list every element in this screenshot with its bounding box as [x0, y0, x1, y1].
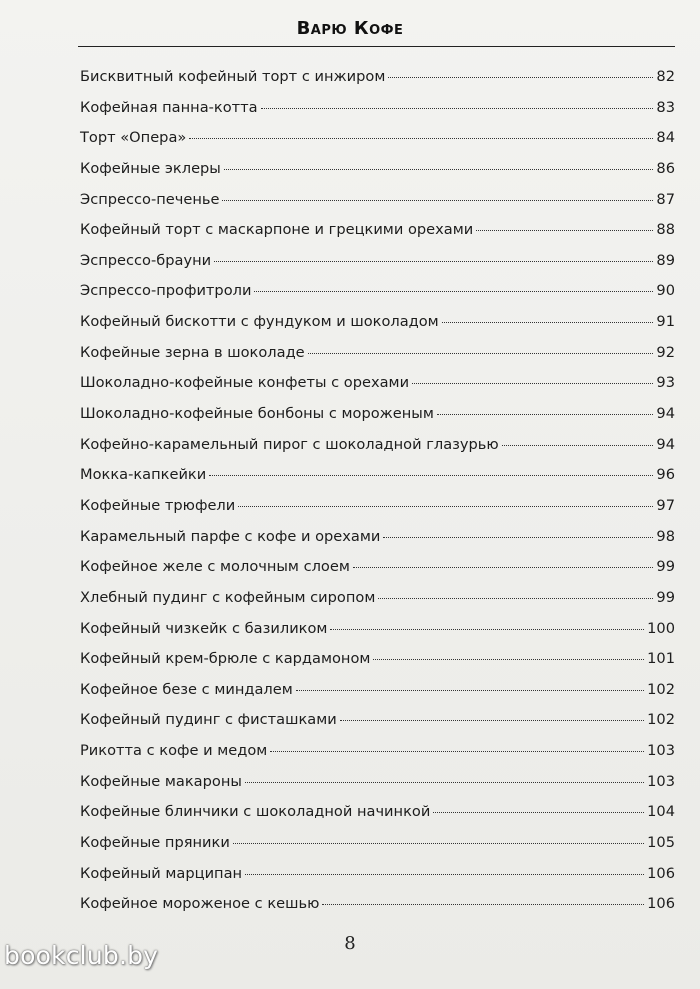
toc-entry	[80, 399, 675, 430]
toc-entry-title: Кофейная панна-котта	[80, 98, 258, 116]
toc-entry-title: Хлебный пудинг с кофейным сиропом	[80, 588, 376, 606]
dot-leader	[214, 260, 653, 262]
dot-leader	[209, 474, 653, 476]
toc-entry-title: Кофейные пряники	[80, 834, 230, 852]
toc-entry-page: 90	[656, 282, 675, 300]
dot-leader	[476, 229, 653, 231]
toc-entry-title: Шоколадно-кофейные бонбоны с мороженым	[80, 405, 434, 423]
toc-entry-title: Торт «Опера»	[80, 129, 187, 147]
toc-entry-page: 102	[647, 711, 675, 729]
toc-entry-page: 83	[656, 98, 675, 116]
dot-leader	[296, 689, 644, 691]
toc-entry-title: Кофейные зерна в шоколаде	[80, 343, 305, 361]
dot-leader	[245, 873, 644, 875]
toc-entry-page: 98	[656, 527, 675, 545]
toc-entry-title: Кофейный крем-брюле с кардамоном	[80, 650, 371, 668]
dot-leader	[433, 811, 644, 813]
toc-entry	[80, 276, 675, 307]
toc-entry	[80, 491, 675, 522]
toc-entry	[80, 154, 675, 185]
toc-entry-title: Кофейный торт с маскарпоне и грецкими орехами	[80, 221, 474, 239]
running-header-title: Варю Кофе	[296, 18, 404, 39]
toc-entry-page: 100	[647, 619, 675, 637]
toc-entry-title: Кофейно-карамельный пирог с шоколадной глазурью	[80, 435, 499, 453]
toc-entry-title: Кофейный марципан	[80, 864, 243, 882]
toc-entry-page: 94	[656, 405, 675, 423]
toc-entry-page: 101	[647, 650, 675, 668]
toc-entry	[80, 185, 675, 216]
dot-leader	[261, 107, 654, 109]
dot-leader	[378, 597, 653, 599]
toc-entry-title: Кофейные трюфели	[80, 496, 236, 514]
toc-entry-page: 86	[656, 159, 675, 177]
toc-entry-title: Карамельный парфе с кофе и орехами	[80, 527, 381, 545]
toc-entry	[80, 62, 675, 93]
toc-entry	[80, 338, 675, 369]
toc-entry	[80, 307, 675, 338]
toc-entry-page: 88	[656, 221, 675, 239]
dot-leader	[442, 321, 654, 323]
toc-entry	[80, 675, 675, 706]
toc-entry-page: 97	[656, 496, 675, 514]
toc-entry-page: 82	[656, 68, 675, 85]
dot-leader	[383, 536, 653, 538]
dot-leader	[238, 505, 653, 507]
dot-leader	[270, 750, 644, 752]
toc-entry	[80, 552, 675, 583]
toc-entry	[80, 644, 675, 675]
toc-entry	[80, 368, 675, 399]
toc-entry-title: Рикотта с кофе и медом	[80, 742, 268, 760]
toc-entry-page: 94	[656, 435, 675, 453]
page-number: 8	[344, 933, 356, 954]
toc-entry-page: 93	[656, 374, 675, 392]
toc-entry-page: 99	[656, 558, 675, 576]
toc-entry-title: Кофейные блинчики с шоколадной начинкой	[80, 803, 431, 821]
toc-entry	[80, 460, 675, 491]
toc-entry-page: 104	[647, 803, 675, 821]
toc-entry-title: Эспрессо-профитроли	[80, 282, 252, 300]
dot-leader	[437, 413, 654, 415]
toc-entry	[80, 767, 675, 798]
toc-entry-page: 96	[656, 466, 675, 484]
dot-leader	[308, 352, 654, 354]
dot-leader	[340, 719, 644, 721]
toc-entry-page: 103	[647, 772, 675, 790]
toc-entry-title: Кофейный пудинг с фисташками	[80, 711, 337, 729]
toc-entry-page: 106	[647, 895, 675, 913]
dot-leader	[412, 382, 653, 384]
toc-entry-page: 89	[656, 251, 675, 269]
toc-entry	[80, 430, 675, 461]
watermark-text: bookclub.by	[4, 941, 159, 970]
toc-entry-page: 84	[656, 129, 675, 147]
header-rule	[78, 46, 675, 47]
toc-entry	[80, 859, 675, 890]
toc-entry	[80, 797, 675, 828]
toc-entry-title: Мокка-капкейки	[80, 466, 207, 484]
toc-entry	[80, 614, 675, 645]
dot-leader	[322, 903, 644, 905]
toc-entry-page: 92	[656, 343, 675, 361]
toc-entry-page: 103	[647, 742, 675, 760]
dot-leader	[224, 168, 654, 170]
toc-entry-title: Кофейные макароны	[80, 772, 242, 790]
toc-entry-page: 106	[647, 864, 675, 882]
toc-entry-title: Кофейный бискотти с фундуком и шоколадом	[80, 313, 439, 331]
toc-entry-title: Бисквитный кофейный торт с инжиром	[80, 68, 386, 85]
toc-entry	[80, 889, 675, 920]
toc-entry-title: Эспрессо-печенье	[80, 190, 220, 208]
toc-entry	[80, 93, 675, 124]
toc-entry-title: Эспрессо-брауни	[80, 251, 212, 269]
toc-entry	[80, 736, 675, 767]
toc-entry-title: Кофейные эклеры	[80, 159, 221, 177]
dot-leader	[254, 290, 653, 292]
toc-entry-title: Кофейное желе с молочным слоем	[80, 558, 350, 576]
toc-entry-page: 102	[647, 680, 675, 698]
dot-leader	[353, 566, 654, 568]
toc-entry	[80, 522, 675, 553]
dot-leader	[222, 199, 653, 201]
toc-entry	[80, 123, 675, 154]
toc-entry-page: 99	[656, 588, 675, 606]
dot-leader	[189, 137, 653, 139]
toc-entry-title: Кофейное мороженое с кешью	[80, 895, 320, 913]
toc-entry-page: 91	[656, 313, 675, 331]
toc-entry	[80, 705, 675, 736]
toc-entry-title: Шоколадно-кофейные конфеты с орехами	[80, 374, 410, 392]
toc-entry-title: Кофейный чизкейк с базиликом	[80, 619, 328, 637]
table-of-contents	[80, 62, 675, 920]
toc-entry-title: Кофейное безе с миндалем	[80, 680, 293, 698]
toc-entry-page: 87	[656, 190, 675, 208]
dot-leader	[233, 842, 644, 844]
toc-entry-page: 105	[647, 834, 675, 852]
toc-entry	[80, 583, 675, 614]
dot-leader	[388, 76, 653, 78]
toc-entry	[80, 828, 675, 859]
toc-entry	[80, 215, 675, 246]
dot-leader	[330, 628, 644, 630]
toc-entry	[80, 246, 675, 277]
dot-leader	[373, 658, 644, 660]
dot-leader	[502, 444, 654, 446]
dot-leader	[245, 781, 644, 783]
